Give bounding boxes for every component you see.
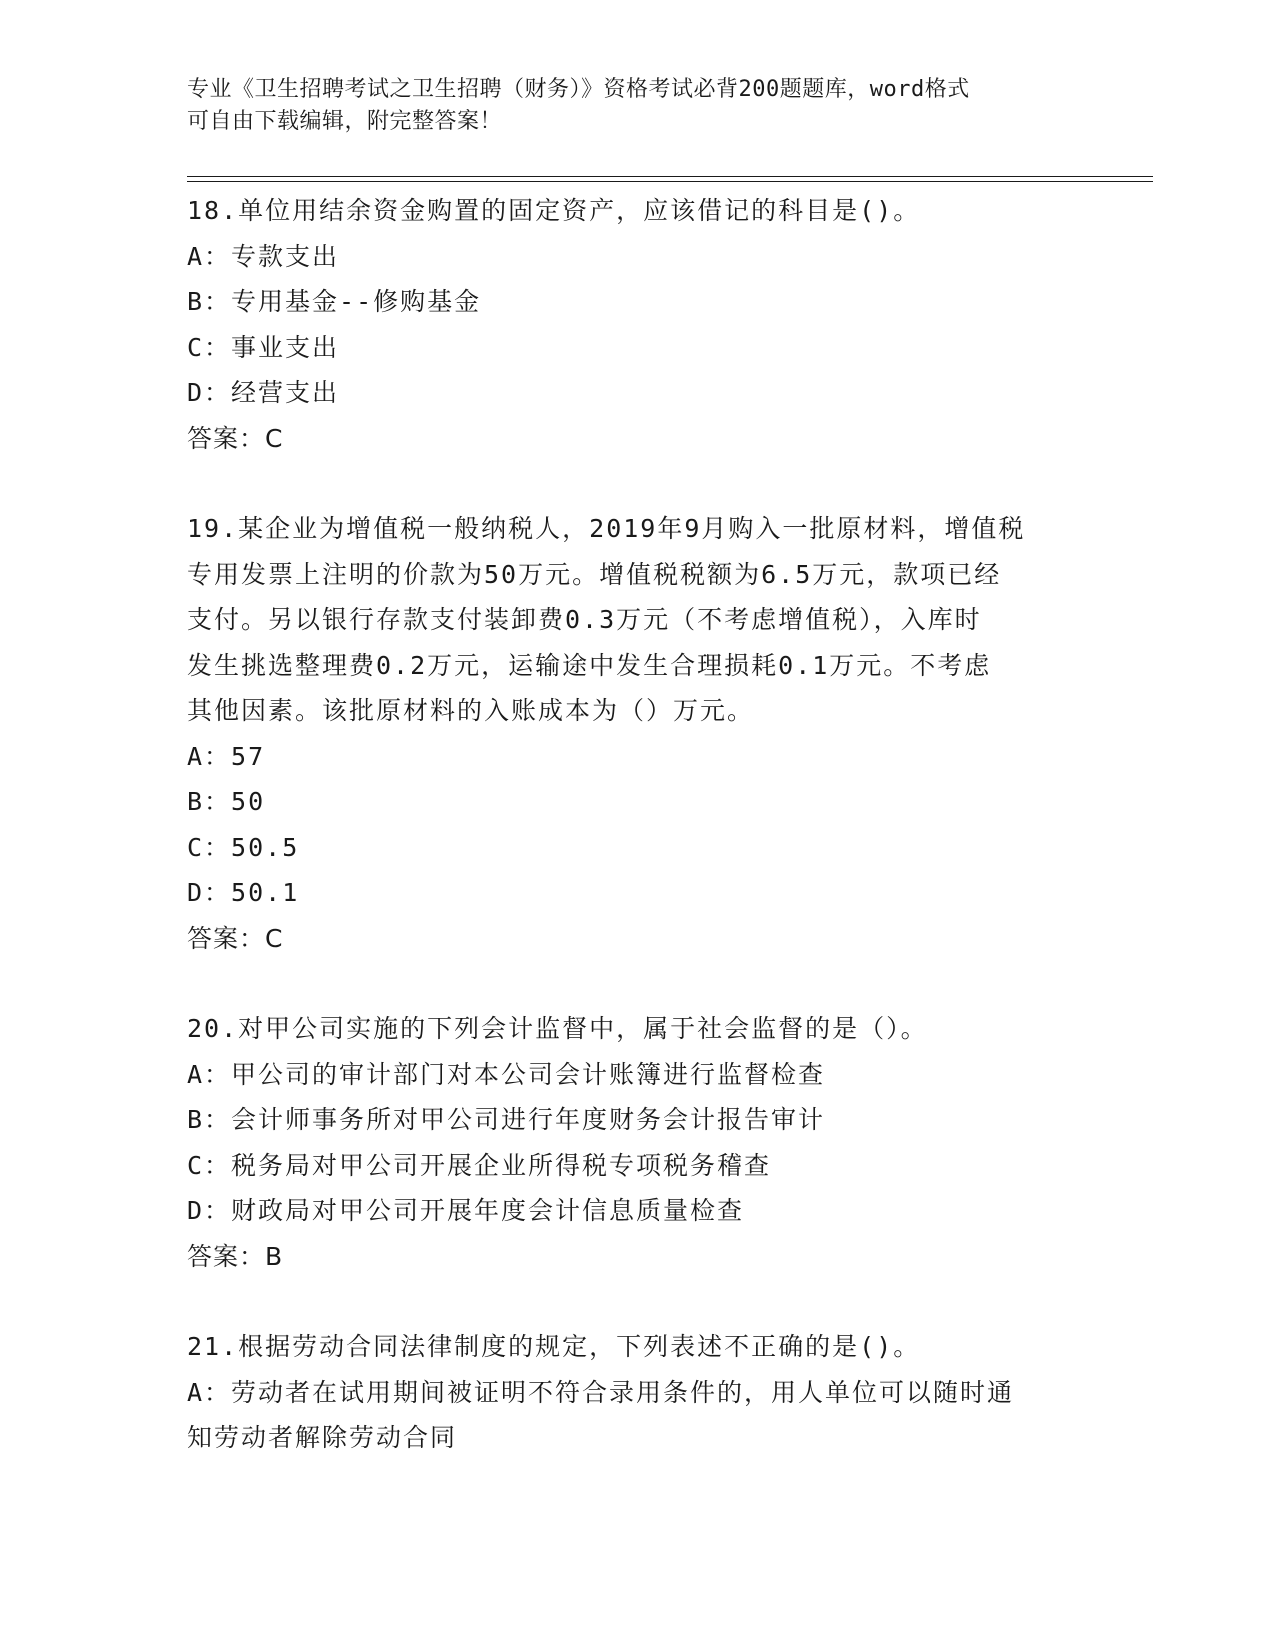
question-text: 21.根据劳动合同法律制度的规定，下列表述不正确的是()。 [187, 1332, 921, 1361]
question-19 [187, 506, 1127, 961]
question-20 [187, 1006, 1127, 1279]
option-a: A：专款支出 [187, 241, 340, 271]
option-a: A：57 [187, 741, 266, 771]
option-d: D：财政局对甲公司开展年度会计信息质量检查 [187, 1196, 745, 1225]
answer-label: 答案：C [187, 423, 284, 453]
question-list [187, 188, 1127, 1461]
question-18 [187, 188, 1127, 461]
question-text: 专用发票上注明的价款为50万元。增值税税额为6.5万元，款项已经 [187, 559, 1002, 589]
header-line-2: 可自由下载编辑，附完整答案！ [187, 109, 503, 134]
question-text: 其他因素。该批原材料的入账成本为（）万元。 [187, 696, 755, 725]
answer-label: 答案：C [187, 923, 284, 953]
option-c: C：事业支出 [187, 332, 340, 362]
answer-label: 答案：B [187, 1241, 284, 1271]
option-d: D：经营支出 [187, 378, 340, 407]
option-b: B：50 [187, 787, 266, 816]
option-b: B：会计师事务所对甲公司进行年度财务会计报告审计 [187, 1105, 826, 1134]
question-text: 18.单位用结余资金购置的固定资产，应该借记的科目是()。 [187, 196, 921, 225]
option-c: C：税务局对甲公司开展企业所得税专项税务稽查 [187, 1150, 772, 1180]
option-c: C：50.5 [187, 832, 300, 862]
option-b: B：专用基金--修购基金 [187, 287, 482, 316]
question-text: 支付。另以银行存款支付装卸费0.3万元（不考虑增值税），入库时 [187, 605, 982, 634]
question-text: 20.对甲公司实施的下列会计监督中，属于社会监督的是（）。 [187, 1014, 928, 1043]
option-a: A：甲公司的审计部门对本公司会计账簿进行监督检查 [187, 1059, 826, 1089]
document-header [187, 74, 1087, 138]
header-divider-bottom [187, 181, 1153, 182]
question-text: 发生挑选整理费0.2万元，运输途中发生合理损耗0.1万元。不考虑 [187, 650, 992, 680]
header-divider-top [187, 176, 1153, 177]
header-line-1: 专业《卫生招聘考试之卫生招聘（财务）》资格考试必背200题题库，word格式 [187, 77, 970, 102]
option-d: D：50.1 [187, 878, 300, 907]
question-21 [187, 1324, 1127, 1461]
question-text: 19.某企业为增值税一般纳税人，2019年9月购入一批原材料，增值税 [187, 514, 1026, 543]
option-a: A：劳动者在试用期间被证明不符合录用条件的，用人单位可以随时通 [187, 1377, 1015, 1407]
option-a-continued: 知劳动者解除劳动合同 [187, 1423, 458, 1452]
